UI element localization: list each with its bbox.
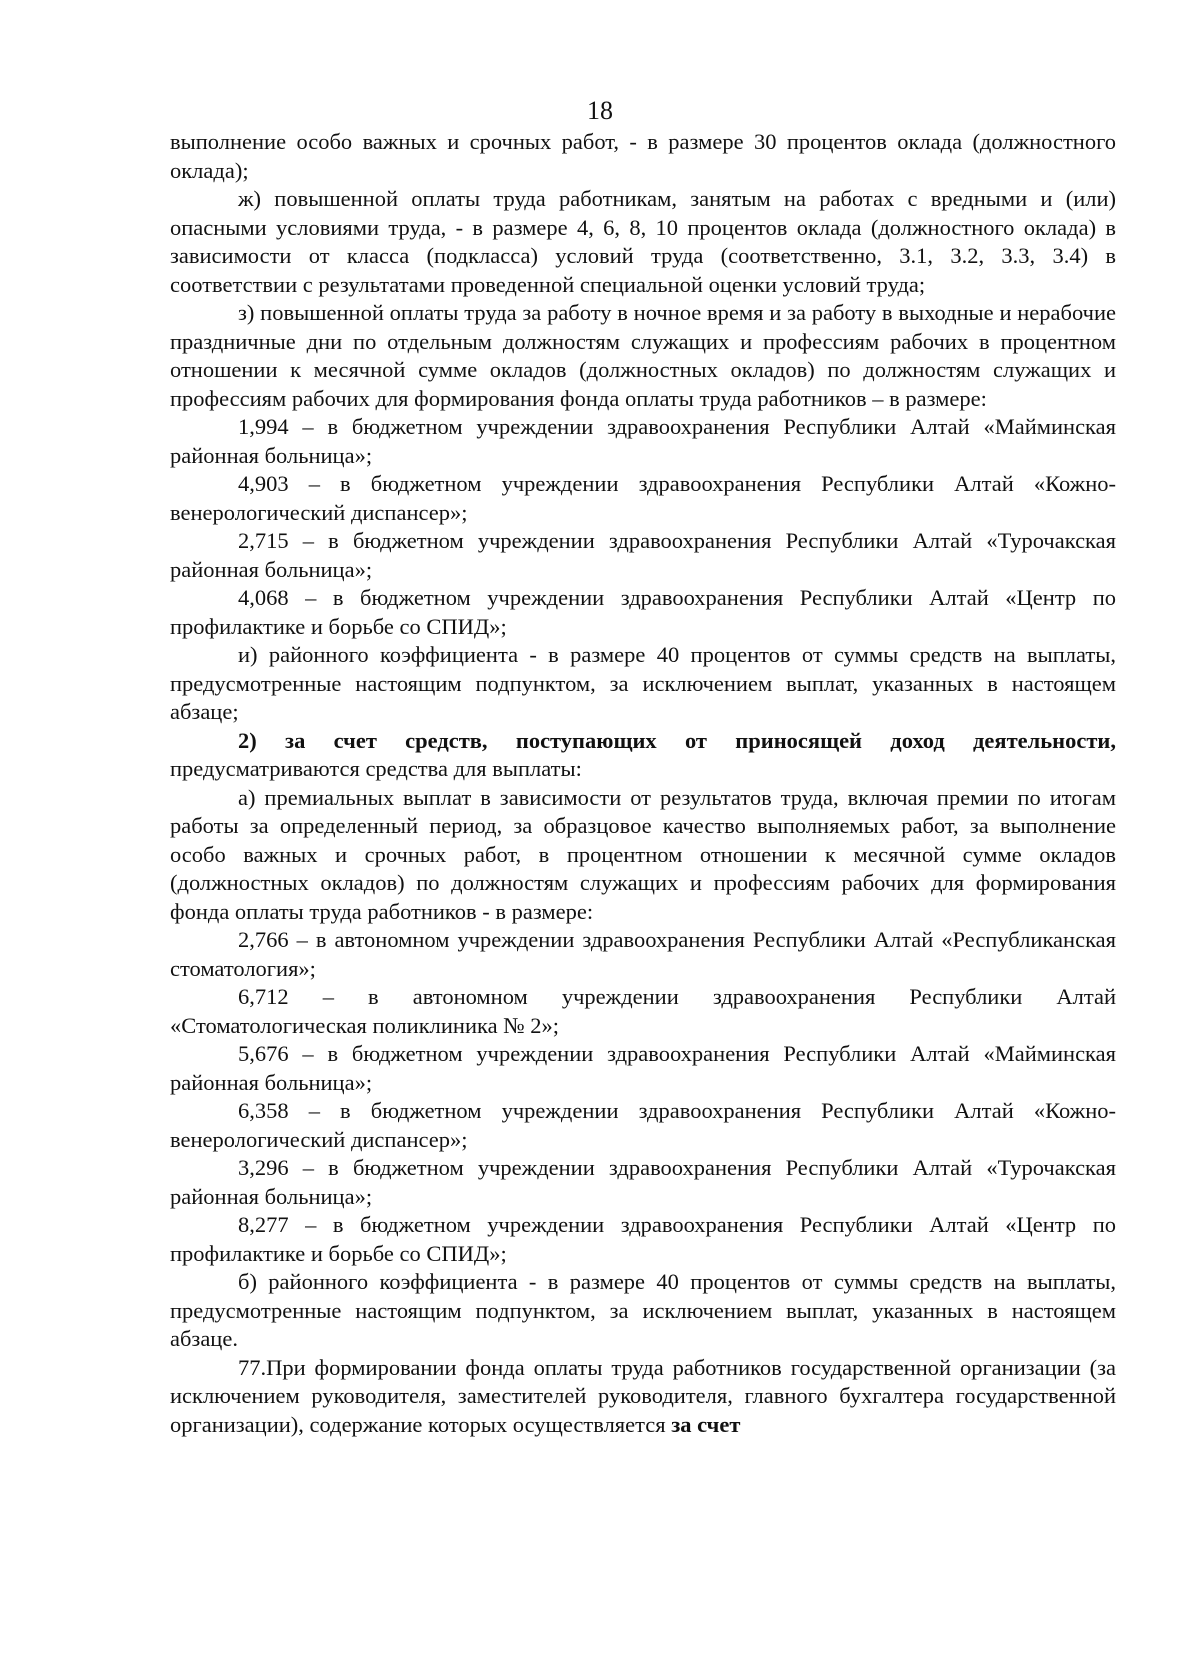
section-2-heading: [170, 727, 1116, 784]
rate-line: 4,068 – в бюджетном учреждении здравоохранения Республики Алтай «Центр по профилактике и борьбе со СПИД»;: [170, 585, 1116, 639]
document-body: [170, 128, 1116, 1439]
rate-line: 2,766 – в автономном учреждении здравоохранения Республики Алтай «Республиканская стоматология»;: [170, 927, 1116, 981]
item-77-bold: за счет: [671, 1411, 741, 1437]
paragraph: выполнение особо важных и срочных работ, - в размере 30 процентов оклада (должностного оклада);: [170, 129, 1116, 183]
rate-line: 1,994 – в бюджетном учреждении здравоохранения Республики Алтай «Майминская районная больница»;: [170, 414, 1116, 468]
rate-line: 5,676 – в бюджетном учреждении здравоохранения Республики Алтай «Майминская районная больница»;: [170, 1041, 1116, 1095]
rate-line: 2,715 – в бюджетном учреждении здравоохранения Республики Алтай «Турочакская районная больница»;: [170, 528, 1116, 582]
rate-line: 3,296 – в бюджетном учреждении здравоохранения Республики Алтай «Турочакская районная больница»;: [170, 1155, 1116, 1209]
paragraph-item-b: б) районного коэффициента - в размере 40 процентов от суммы средств на выплаты, предусмотренные настоящим подпунктом, за исключением выплат, указанных в настоящем абзаце.: [170, 1269, 1116, 1351]
paragraph-item-a: а) премиальных выплат в зависимости от результатов труда, включая премии по итогам работы за определенный период, за образцовое качество выполняемых работ, за выполнение особо важных и срочных работ, в процентном отношении к месячной сумме окладов (должностных окладов) по должностям служащих и профессиям рабочих для формирования фонда оплаты труда работников - в размере:: [170, 784, 1116, 924]
section-2-rest: предусматриваются средства для выплаты:: [170, 756, 582, 781]
item-77-text: 77.При формировании фонда оплаты труда работников государственной организации (за исключением руководителя, заместителей руководителя, главного бухгалтера государственной организации), содержание которых осуществляется: [170, 1354, 1116, 1437]
paragraph-item-z: з) повышенной оплаты труда за работу в ночное время и за работу в выходные и нерабочие праздничные дни по отдельным должностям служащих и профессиям рабочих в процентном отношении к месячной сумме окладов (должностных окладов) по должностям служащих и профессиям рабочих для формирования фонда оплаты труда работников – в размере:: [170, 300, 1116, 411]
paragraph-item-zh: ж) повышенной оплаты труда работникам, занятым на работах с вредными и (или) опасными условиями труда, - в размере 4, 6, 8, 10 процентов оклада (должностного оклада) в зависимости от класса (подкласса) условий труда (соответственно, 3.1, 3.2, 3.3, 3.4) в соответствии с результатами проведенной специальной оценки условий труда;: [170, 186, 1116, 297]
rate-line: 6,712 – в автономном учреждении здравоохранения Республики Алтай «Стоматологическая поликлиника № 2»;: [170, 984, 1116, 1038]
page-number: 18: [587, 96, 613, 125]
item-77: [170, 1354, 1116, 1440]
rate-line: 4,903 – в бюджетном учреждении здравоохранения Республики Алтай «Кожно-венерологический диспансер»;: [170, 471, 1116, 525]
rate-line: 8,277 – в бюджетном учреждении здравоохранения Республики Алтай «Центр по профилактике и борьбе со СПИД»;: [170, 1212, 1116, 1266]
paragraph-item-i: и) районного коэффициента - в размере 40 процентов от суммы средств на выплаты, предусмотренные настоящим подпунктом, за исключением выплат, указанных в настоящем абзаце;: [170, 642, 1116, 724]
section-2-bold: 2) за счет средств, поступающих от приносящей доход деятельности,: [238, 727, 1116, 753]
rate-line: 6,358 – в бюджетном учреждении здравоохранения Республики Алтай «Кожно-венерологический диспансер»;: [170, 1098, 1116, 1152]
